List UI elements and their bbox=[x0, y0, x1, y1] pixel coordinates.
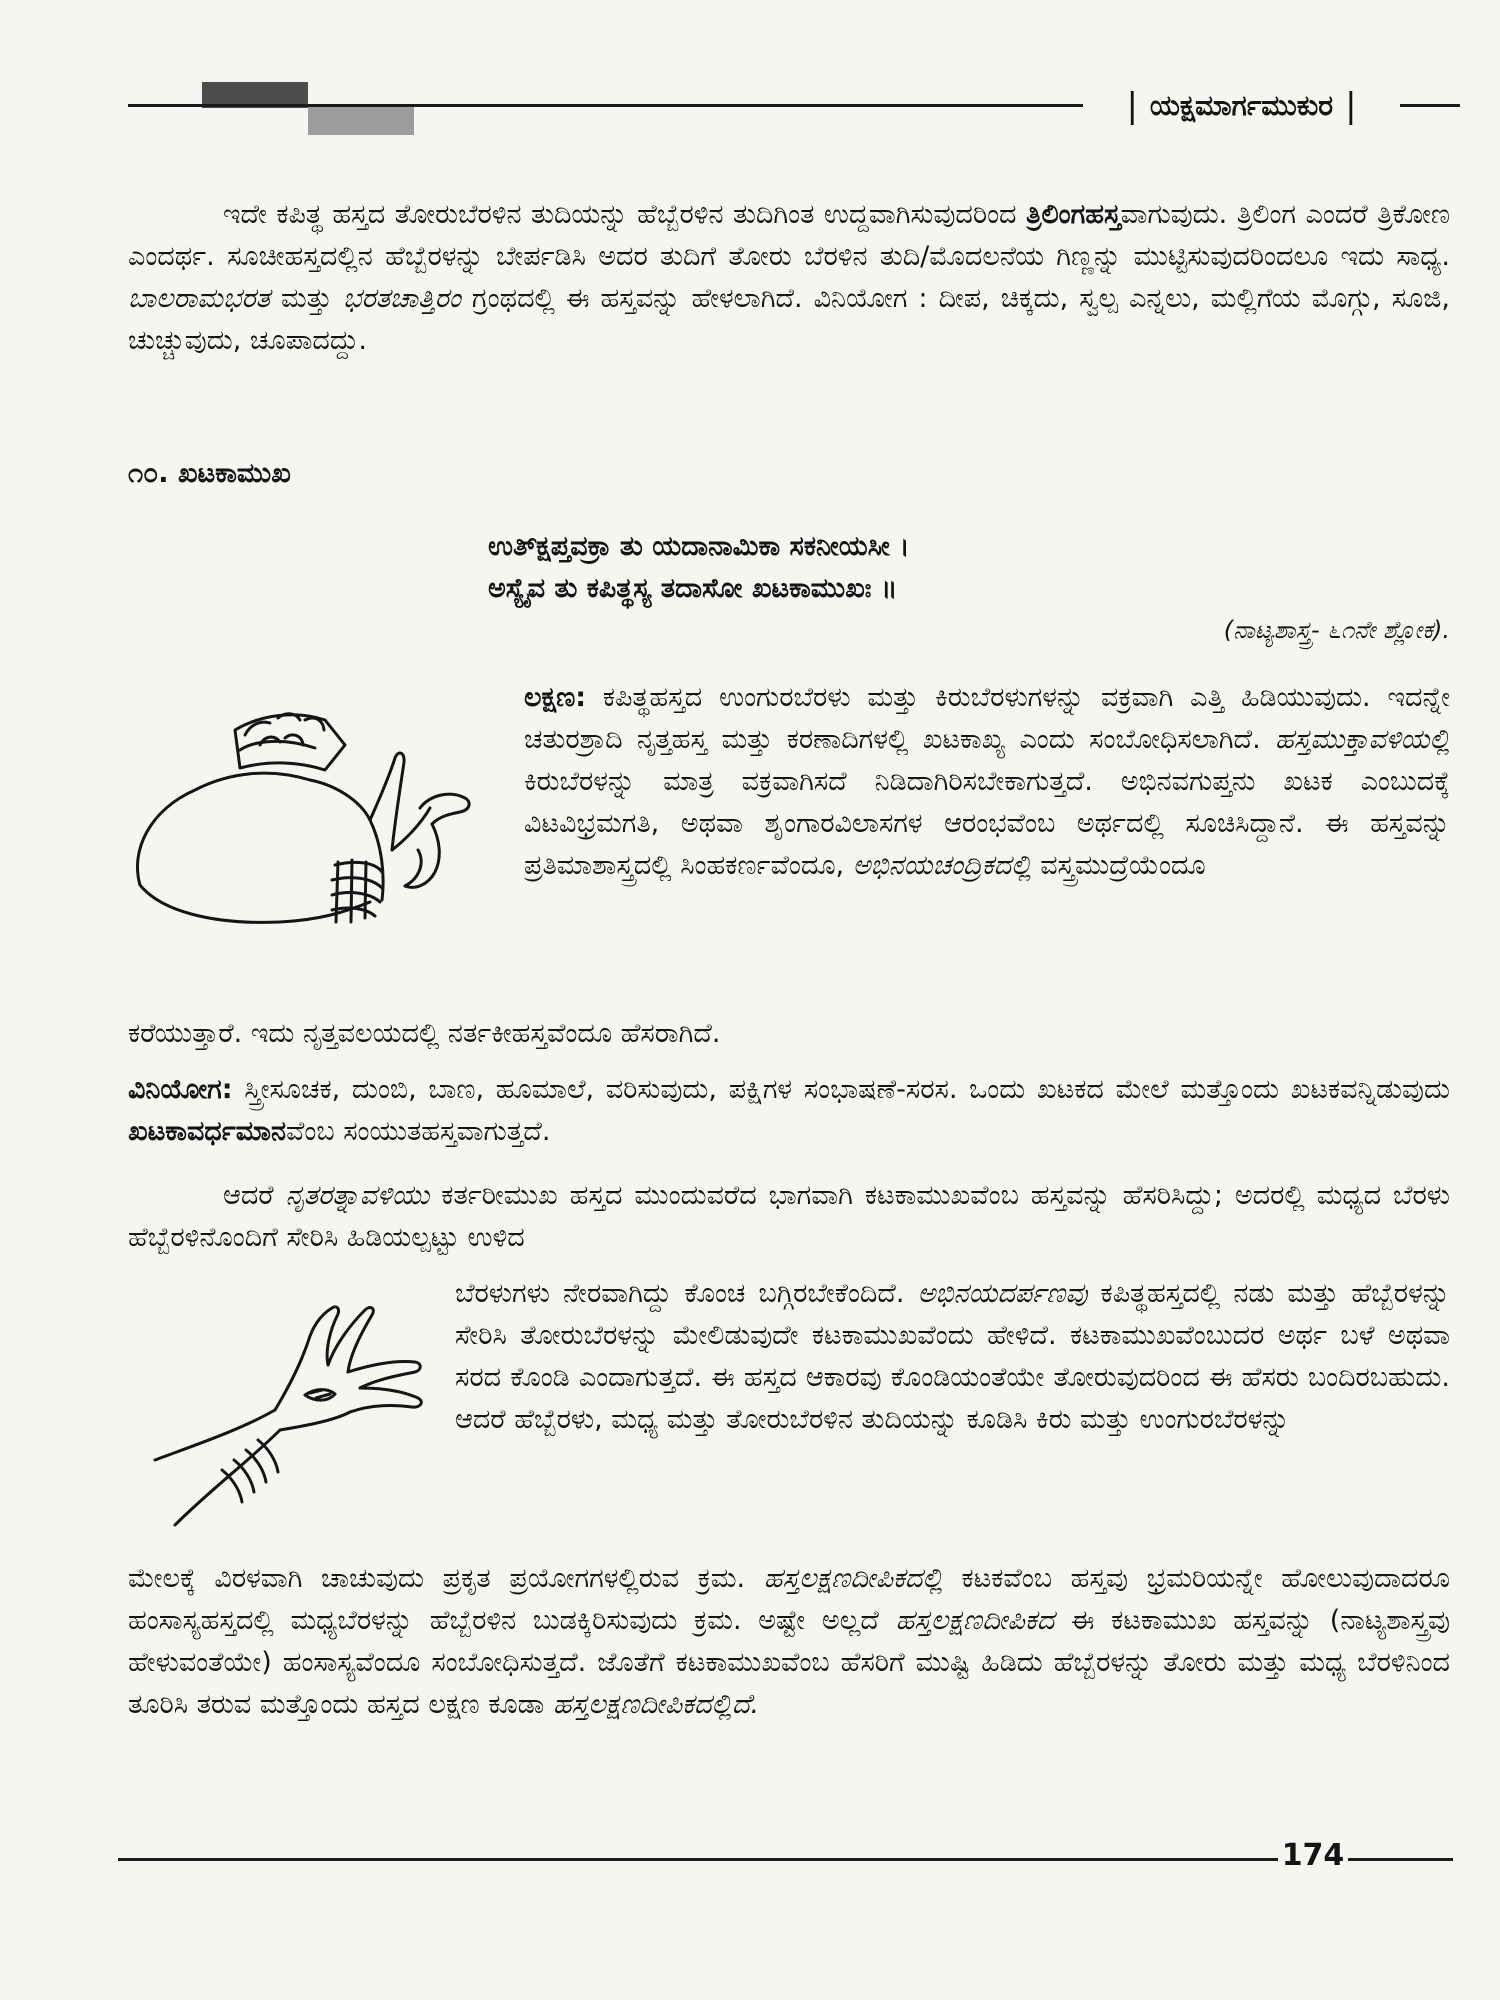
page-number: 174 bbox=[1281, 1838, 1345, 1873]
italic-title: ಅಭಿನಯದರ್ಪಣವು bbox=[917, 1278, 1088, 1309]
text-span: ಬೆರಳುಗಳು ನೇರವಾಗಿದ್ದು ಕೊಂಚ ಬಗ್ಗಿರಬೇಕೆಂದಿದೆ. bbox=[455, 1278, 918, 1309]
hand-illustration-katakamukha bbox=[150, 1280, 450, 1540]
verse-source: (ನಾಟ್ಯಶಾಸ್ತ್ರ- ೬೧ನೇ ಶ್ಲೋಕ). bbox=[1223, 616, 1450, 644]
italic-title: ಹಸ್ತಲಕ್ಷಣದೀಪಿಕದಲ್ಲಿ bbox=[763, 1563, 943, 1594]
footer-rule-right bbox=[1348, 1858, 1453, 1861]
italic-title: ಹಸ್ತಲಕ್ಷಣದೀಪಿಕದಲ್ಲಿದೆ. bbox=[552, 1689, 760, 1720]
text-span: ಕಟಕವೆಂಬ ಹಸ್ತವು ಭ್ರಮರಿಯನ್ನೇ ಹೋಲುವುದಾದರೂ ಹಂಸಾಸ್ಯಹಸ್ತದಲ್ಲಿ ಮಧ್ಯಬೆರಳನ್ನು ಹೆಬ್ಬೆರಳಿನ ಬುಡಕ್ಕಿರಿಸುವುದು ಕ್ರಮ. ಅಷ್ಟೇ ಅಲ್ಲದೆ bbox=[128, 1563, 1450, 1636]
text-span: ಕಪಿತ್ಥಹಸ್ತದ ಉಂಗುರಬೆರಳು ಮತ್ತು ಕಿರುಬೆರಳುಗಳನ್ನು ವಕ್ರವಾಗಿ ಎತ್ತಿ ಹಿಡಿಯುವುದು. ಇದನ್ನೇ ಚತುರಶ್ರಾದಿ ನೃತ್ತಹಸ್ತ ಮತ್ತು ಕರಣಾದಿಗಳಲ್ಲಿ ಖಟಕಾಖ್ಯ ಎಂದು ಸಂಬೋಧಿಸಲಾಗಿದೆ. bbox=[524, 682, 1450, 755]
italic-title: ಹಸ್ತಲಕ್ಷಣದೀಪಿಕದ bbox=[895, 1605, 1055, 1636]
viniyoga-paragraph bbox=[128, 1069, 1450, 1153]
text-span: ಸ್ತ್ರೀಸೂಚಕ, ದುಂಬಿ, ಬಾಣ, ಹೂಮಾಲೆ, ವರಿಸುವುದು, ಪಕ್ಷಿಗಳ ಸಂಭಾಷಣೆ-ಸರಸ. ಒಂದು ಖಟಕದ ಮೇಲೆ ಮತ್ತೊಂದು ಖಟಕವನ್ನಿಡುವುದು bbox=[232, 1074, 1450, 1105]
verse-line-1: ಉತ್ಕ್ಷಿಪ್ತವಕ್ರಾ ತು ಯದಾನಾಮಿಕಾ ಸಕನೀಯಸೀ । bbox=[488, 531, 910, 562]
text-span: ಈ ಕಟಕಾಮುಖ ಹಸ್ತವನ್ನು (ನಾಟ್ಯಶಾಸ್ತ್ರವು ಹೇಳುವಂತೆಯೇ) ಹಂಸಾಸ್ಯವೆಂದೂ ಸಂಬೋಧಿಸುತ್ತದೆ. ಜೊತೆಗೆ ಕಟಕಾಮುಖವೆಂಬ ಹೆಸರಿಗೆ ಮುಷ್ಟಿ ಹಿಡಿದು ಹೆಬ್ಬೆರಳನ್ನು ತೋರು ಮತ್ತು ಮಧ್ಯ ಬೆರಳಿನಿಂದ ತೂರಿಸಿ ತರುವ ಮತ್ತೊಂದು ಹಸ್ತದ ಲಕ್ಷಣ ಕೂಡಾ bbox=[128, 1605, 1451, 1720]
italic-title: ಬಾಲರಾಮಭರತ bbox=[128, 283, 270, 314]
verse bbox=[488, 526, 910, 610]
paragraph-katakamukha-end bbox=[128, 1558, 1450, 1726]
text-span: ಗ್ರಂಥದಲ್ಲಿ ಈ ಹಸ್ತವನ್ನು ಹೇಳಲಾಗಿದೆ. ವಿನಿಯೋಗ : ದೀಪ, ಚಿಕ್ಕದು, ಸ್ವಲ್ಪ ಎನ್ನಲು, ಮಲ್ಲಿಗೆಯ ಮೊಗ್ಗು, ಸೂಜಿ, ಚುಚ್ಚುವುದು, ಚೂಪಾದದ್ದು. bbox=[128, 283, 1450, 356]
header-block-light bbox=[308, 107, 414, 135]
running-header bbox=[1083, 86, 1400, 126]
text-span: ಇದೇ ಕಪಿತ್ಥ ಹಸ್ತದ ತೋರುಬೆರಳಿನ ತುದಿಯನ್ನು ಹೆಬ್ಬೆರಳಿನ ತುದಿಗಿಂತ ಉದ್ದವಾಗಿಸುವುದರಿಂದ bbox=[223, 199, 1027, 230]
italic-title: ಭರತಚಾತ್ತಿರಂ bbox=[343, 283, 461, 314]
text-span: ಆದರೆ bbox=[223, 1180, 286, 1211]
italic-title: ನೃತರತ್ನಾವಳಿಯು bbox=[285, 1180, 430, 1211]
text-span: ಮತ್ತು bbox=[270, 283, 343, 314]
header-bar-right: | bbox=[1345, 86, 1357, 126]
text-span: ವಾಗುವುದು. ತ್ರಿಲಿಂಗ ಎಂದರೆ ತ್ರಿಕೋಣ ಎಂದರ್ಥ. ಸೂಚೀಹಸ್ತದಲ್ಲಿನ ಹೆಬ್ಬೆರಳನ್ನು ಬೇರ್ಪಡಿಸಿ ಅದರ ತುದಿಗೆ ತೋರು ಬೆರಳಿನ ತುದಿ/ಮೊದಲನೆಯ ಗಿಣ್ಣನ್ನು ಮುಟ್ಟಿಸುವುದರಿಂದಲೂ ಇದು ಸಾಧ್ಯ. bbox=[128, 199, 1450, 272]
viniyoga-label: ವಿನಿಯೋಗ: bbox=[128, 1074, 233, 1105]
italic-title: ಹಸ್ತಮುಕ್ತಾವಳಿಯಲ್ಲಿ bbox=[1275, 724, 1450, 755]
footer-rule-left bbox=[118, 1858, 1278, 1861]
text-span: ಕಪಿತ್ಥಹಸ್ತದಲ್ಲಿ ನಡು ಮತ್ತು ಹೆಬ್ಬೆರಳನ್ನು ಸೇರಿಸಿ ತೋರುಬೆರಳನ್ನು ಮೇಲಿಡುವುದೇ ಕಟಕಾಮುಖವೆಂದು ಹೇಳಿದೆ. ಕಟಕಾಮುಖವೆಂಬುದರ ಅರ್ಥ ಬಳೆ ಅಥವಾ ಸರದ ಕೊಂಡಿ ಎಂದಾಗುತ್ತದೆ. ಈ ಹಸ್ತದ ಆಕಾರವು ಕೊಂಡಿಯಂತೆಯೇ ತೋರುವುದರಿಂದ ಈ ಹೆಸರು ಬಂದಿರಬಹುದು. ಆದರೆ ಹೆಬ್ಬೆರಳು, ಮಧ್ಯ ಮತ್ತು ತೋರುಬೆರಳಿನ ತುದಿಯನ್ನು ಕೂಡಿಸಿ ಕಿರು ಮತ್ತು ಉಂಗುರಬೆರಳನ್ನು bbox=[455, 1278, 1450, 1435]
running-title: ಯಕ್ಷಮಾರ್ಗಮುಕುರ bbox=[1149, 89, 1334, 122]
lakshana-paragraph-end: ಕರೆಯುತ್ತಾರೆ. ಇದು ನೃತ್ತವಲಯದಲ್ಲಿ ನರ್ತಕೀಹಸ್ತವೆಂದೂ ಹೆಸರಾಗಿದೆ. bbox=[128, 1018, 721, 1049]
lakshana-paragraph bbox=[524, 677, 1450, 887]
paragraph-katakamukha-wrap bbox=[455, 1273, 1450, 1441]
header-rule-left bbox=[128, 104, 1083, 107]
paragraph-trilinga bbox=[128, 194, 1450, 362]
bold-term: ಖಟಕಾವರ್ಧಮಾನ bbox=[128, 1116, 286, 1147]
verse-line-2: ಅಸ್ಯೈವ ತು ಕಪಿತ್ಥಸ್ಯ ತದಾಸೋ ಖಟಕಾಮುಖಃ ॥ bbox=[488, 573, 898, 604]
bold-term: ತ್ರಿಲಿಂಗಹಸ್ತ bbox=[1026, 199, 1121, 230]
text-span: ಮೇಲಕ್ಕೆ ವಿರಳವಾಗಿ ಚಾಚುವುದು ಪ್ರಕೃತ ಪ್ರಯೋಗಗಳಲ್ಲಿರುವ ಕ್ರಮ. bbox=[128, 1563, 764, 1594]
text-span: ಕರ್ತರೀಮುಖ ಹಸ್ತದ ಮುಂದುವರೆದ ಭಾಗವಾಗಿ ಕಟಕಾಮುಖವೆಂಬ ಹಸ್ತವನ್ನು ಹೆಸರಿಸಿದ್ದು; ಅದರಲ್ಲಿ ಮಧ್ಯದ ಬೆರಳು ಹೆಬ್ಬೆರಳಿನೊಂದಿಗೆ ಸೇರಿಸಿ ಹಿಡಿಯಲ್ಪಟ್ಟು ಉಳಿದ bbox=[128, 1180, 1450, 1253]
italic-title: ಅಭಿನಯಚಂದ್ರಿಕದಲ್ಲಿ bbox=[852, 850, 1032, 881]
lakshana-label: ಲಕ್ಷಣ: bbox=[524, 682, 587, 713]
hand-illustration-khatakamukha bbox=[120, 690, 500, 940]
section-heading: ೧೦. ಖಟಕಾಮುಖ bbox=[128, 458, 291, 489]
text-span: ಕಿರುಬೆರಳನ್ನು ಮಾತ್ರ ವಕ್ರವಾಗಿಸದೆ ನಿಡಿದಾಗಿರಿಸಬೇಕಾಗುತ್ತದೆ. ಅಭಿನವಗುಪ್ತನು ಖಟಕ ಎಂಬುದಕ್ಕೆ ವಿಟವಿಭ್ರಮಗತಿ, ಅಥವಾ ಶೃಂಗಾರವಿಲಾಸಗಳ ಆರಂಭವೆಂಬ ಅರ್ಥದಲ್ಲಿ ಸೂಚಿಸಿದ್ದಾನೆ. ಈ ಹಸ್ತವನ್ನು ಪ್ರತಿಮಾಶಾಸ್ತ್ರದಲ್ಲಿ ಸಿಂಹಕರ್ಣವೆಂದೂ, bbox=[524, 766, 1450, 881]
header-rule-right bbox=[1400, 104, 1460, 107]
paragraph-katakamukha-intro bbox=[128, 1175, 1450, 1259]
header-bar-left: | bbox=[1126, 86, 1138, 126]
text-span: ವಸ್ತ್ರಮುದ್ರೆಯೆಂದೂ bbox=[1031, 850, 1206, 881]
text-span: ವೆಂಬ ಸಂಯುತಹಸ್ತವಾಗುತ್ತದೆ. bbox=[285, 1116, 551, 1147]
